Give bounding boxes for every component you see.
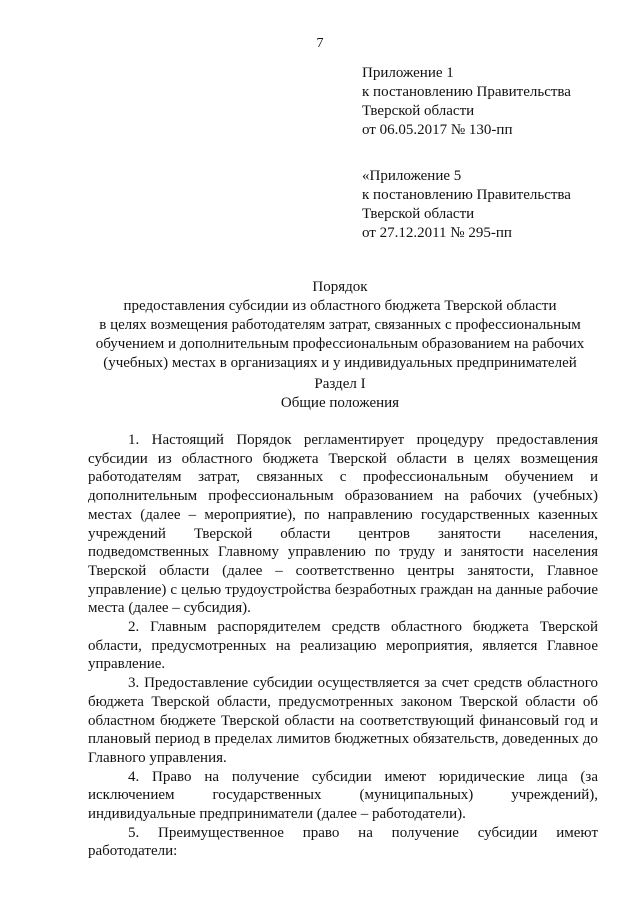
paragraph: 5. Преимущественное право на получение субсидии имеют работодатели: (88, 824, 598, 860)
page-number: 7 (316, 36, 324, 51)
document-body (88, 431, 598, 861)
appendix-1-header (362, 64, 571, 140)
section-number: Раздел I (314, 376, 366, 392)
appendix-1-line: Приложение 1 (362, 65, 454, 81)
appendix-5-line: от 27.12.2011 № 295-пп (362, 225, 512, 241)
section-name: Общие положения (280, 395, 400, 411)
appendix-1-line: Тверской области (362, 103, 475, 119)
appendix-1-line: к постановлению Правительства (362, 84, 571, 100)
document-title (60, 278, 620, 373)
paragraph: 1. Настоящий Порядок регламентирует процедуру предоставления субсидии из областного бюджета Тверской области в целях возмещения работодателям затрат, связанных с профессиональным обучением и дополнительным профессиональным образованием на рабочих (учебных) местах (далее – мероприятие), по направлению государственных казенных учреждений Тверской области центров занятости населения, подведомственных Главному управлению по труду и занятости населения Тверской области (далее – соответственно центры занятости, Главное управление) с целью трудоустройства безработных граждан на данные рабочие места (далее – субсидия). (88, 432, 598, 617)
appendix-5-line: Тверской области (362, 206, 475, 222)
appendix-1-line: от 06.05.2017 № 130-пп (362, 122, 513, 138)
appendix-5-header (362, 167, 571, 243)
section-heading (60, 375, 620, 413)
title-line: предоставления субсидии из областного бюджета Тверской области (123, 298, 557, 314)
paragraph: 3. Предоставление субсидии осуществляется за счет средств областного бюджета Тверской области, предусмотренных законом Тверской области об областном бюджете Тверской области на соответствующий финансовый год и плановый период в пределах лимитов бюджетных обязательств, доведенных до Главного управления. (88, 675, 598, 766)
appendix-5-line: к постановлению Правительства (362, 187, 571, 203)
paragraph: 2. Главным распорядителем средств областного бюджета Тверской области, предусмотренных на реализацию мероприятия, является Главное управление. (88, 619, 598, 673)
title-line: обучением и дополнительным профессиональным образованием на рабочих (95, 336, 585, 352)
paragraph: 4. Право на получение субсидии имеют юридические лица (за исключением государственных (муниципальных) учреждений), индивидуальные предприниматели (далее – работодатели). (88, 768, 598, 823)
title-line: (учебных) местах в организациях и у индивидуальных предпринимателей (103, 355, 577, 371)
title-line: в целях возмещения работодателям затрат, связанных с профессиональным (99, 317, 581, 333)
appendix-5-line: «Приложение 5 (362, 168, 462, 184)
title-heading: Порядок (312, 279, 368, 295)
